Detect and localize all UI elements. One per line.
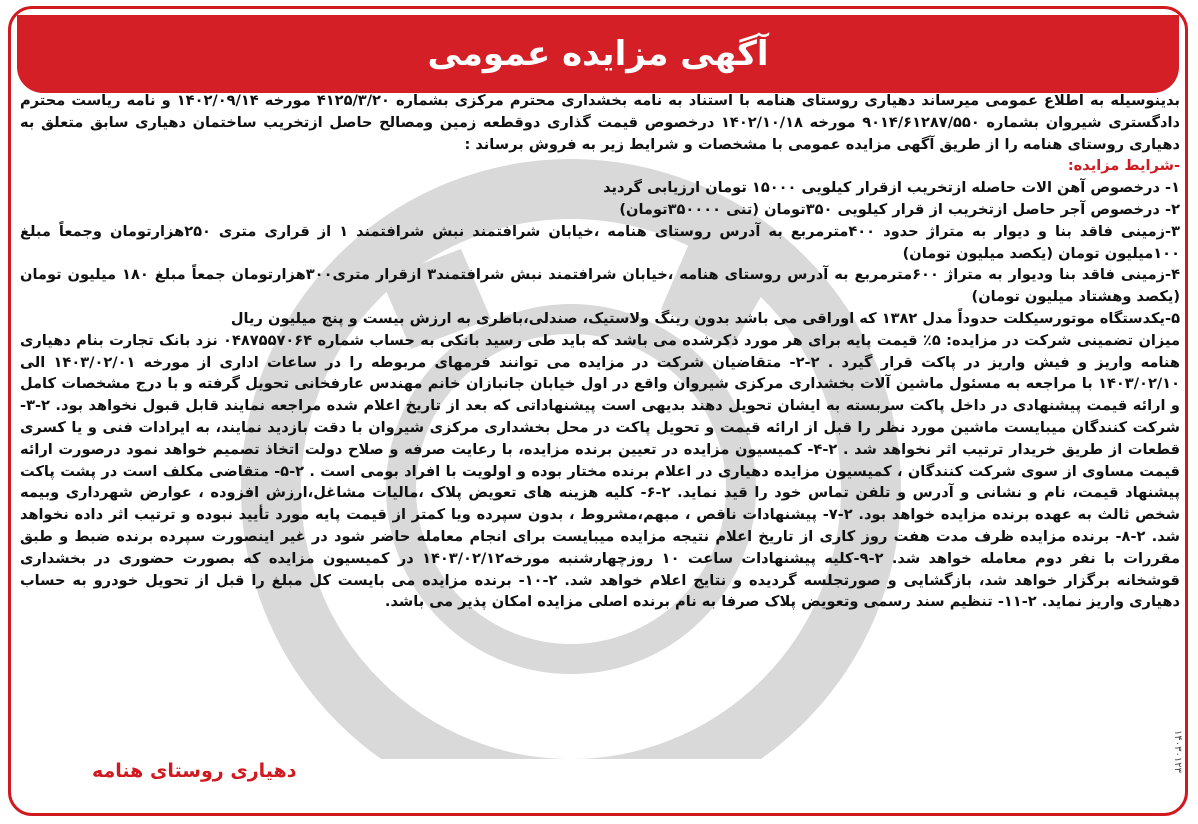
- page-title: آگهی مزایده عمومی: [427, 34, 769, 74]
- title-banner: [17, 15, 1179, 93]
- list-item: ۲- درخصوص آجر حاصل ازتخریب از قرار کیلویی ۳۵۰تومان (تنی ۳۵۰۰۰۰تومان): [619, 200, 1180, 218]
- signature: دهیاری روستای هنامه: [92, 760, 297, 782]
- list-item: ۳-زمینی فاقد بنا و دیوار به متراژ حدود ۴۰۰مترمربع به آدرس روستای هنامه ،خیابان شرافتمند نبش شرافتمند ۱ از قراری متری ۲۵۰هزارتومان وجمعاً مبلغ ۱۰۰میلیون تومان (یکصد میلیون تومان): [20, 222, 1180, 262]
- list-item: ۴-زمینی فاقد بنا ودیوار به متراژ ۶۰۰مترمربع به آدرس روستای هنامه ،خیابان شرافتمند نبش شرافتمند۳ ازقرار متری۳۰۰هزارتومان جمعاً مبلغ ۱۸۰ میلیون تومان (یکصد وهشتاد میلیون تومان): [20, 266, 1180, 306]
- details-paragraph: میزان تضمینی شرکت در مزایده: ۵٪ قیمت پایه برای هر مورد ذکرشده می باشد که باید طی رسید بانکی به حساب شماره ۰۴۸۷۵۵۷۰۶۴ نزد بانک تجارت بنام دهیاری هنامه واریز و فیش واریز در پاکت قرار گیرد . ۲-۲- متقاضیان شرکت در مزایده می توانند فرمهای مربوطه را در ساعات اداری از مورخه ۱۴۰۳/۰۲/۰۱ الی ۱۴۰۳/۰۲/۱۰ با مراجعه به مسئول ماشین آلات بخشداری مرکزی شیروان واقع در اول خیابان جانبازان خانم مهندس عارفخانی تحویل گرفته و با درج مشخصات کامل و ارائه قیمت پیشنهادی در داخل پاکت سربسته به ایشان تحویل دهند بدیهی است پیشنهاداتی که بعد از تاریخ اعلام شده مراجعه نمایند قابل قبول نخواهد بود. ۲-۳- شرکت کنندگان میبایست ماشین مورد نظر را قبل از ارائه قیمت و تحویل پاکت در محل بخشداری مرکزی شیروان با دقت بازدید نمایند، به ایرادات فنی و یا کسری قطعات از طریق خریدار ترتیب اثر نخواهد شد . ۲-۴- کمیسیون مزایده در تعیین برنده مزایده، با رعایت صرفه و صلاح دولت اتخاذ تصمیم خواهد نمود درصورت ارائه قیمت مساوی از سوی شرکت کنندگان ، کمیسیون مزایده دهیاری در اعلام برنده مختار بوده و اولویت با افراد بومی است . ۲-۵- متقاضی مکلف است در پشت پاکت پیشنهاد قیمت، نام و نشانی و آدرس و تلفن تماس خود را قید نماید. ۲-۶- کلیه هزینه های تعویض پلاک ،مالیات مشاغل،ارزش افزوده ، عوارض شهرداری وبیمه شخص ثالث به عهده برنده مزایده خواهد بود. ۲-۷- پیشنهادات ناقص ، مبهم،مشروط ، بدون سپرده ویا کمتر از قیمت پایه مورد تأیید نبوده و ترتیب اثر داده نخواهد شد. ۲-۸- برنده مزایده ظرف مدت هفت روز کاری از تاریخ اعلام نتیجه مزایده میبایست برای انجام معامله حاضر شود در غیر اینصورت سپرده برنده ضبط و طبق مقررات با نفر دوم معامله خواهد شد. ۲-۹-کلیه پیشنهادات ساعت ۱۰ روزچهارشنبه مورخه۱۴۰۳/۰۲/۱۲ در کمیسیون مزایده که بصورت حضوری در بخشداری قوشخانه برگزار خواهد شد، بازگشایی و صورتجلسه گردیده و نتایج اعلام خواهد شد. ۲-۱۰- برنده مزایده می بایست کل مبلغ را قبل از تحویل خودرو به حساب دهیاری واریز نماید. ۲-۱۱- تنظیم سند رسمی وتعویض پلاک صرفا به نام برنده اصلی مزایده امکان پذیر می باشد.: [20, 331, 1181, 611]
- conditions-heading: -شرایط مزایده:: [1067, 157, 1180, 175]
- list-item: ۱- درخصوص آهن الات حاصله ازتخریب ازقرار کیلویی ۱۵۰۰۰ تومان ارزیابی گردید: [603, 179, 1180, 197]
- side-code: ۱۴۰۳۰۱۲۳: [1172, 730, 1183, 773]
- list-item: ۵-یکدستگاه موتورسیکلت حدوداً مدل ۱۳۸۲ که اوراقی می باشد بدون رینگ ولاستیک، صندلی،باطری به ارزش بیست و پنج میلیون ریال: [230, 309, 1180, 327]
- intro-paragraph: بدینوسیله به اطلاع عمومی میرساند دهیاری روستای هنامه با استناد به نامه بخشداری محترم مرکزی بشماره ۴۱۲۵/۳/۲۰ مورخه ۱۴۰۲/۰۹/۱۴ و نامه ریاست محترم دادگستری شیروان بشماره ۹۰۱۴/۶۱۲۸۷/۵۵۰ مورخه ۱۴۰۲/۱۰/۱۸ درخصوص قیمت گذاری دوقطعه زمین ومصالح حاصل ازتخریب ساختمان دهیاری سابق متعلق به دهیاری روستای هنامه را از طریق آگهی مزایده عمومی با مشخصات و شرایط زیر به فروش برساند :: [20, 92, 1180, 153]
- ad-body: [20, 90, 1180, 613]
